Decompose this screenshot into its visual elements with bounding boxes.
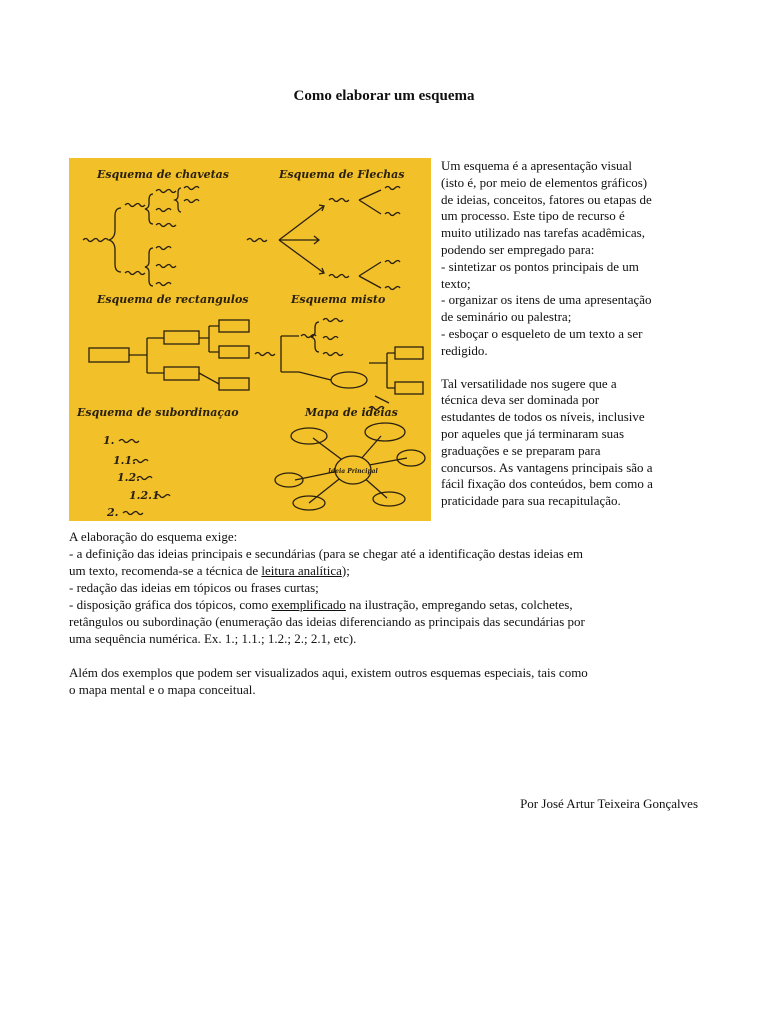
text-line: de ideias, conceitos, fatores ou etapas de (441, 191, 652, 207)
sub-number-2: 2. (107, 506, 119, 519)
sub-number-1: 1. (103, 434, 115, 447)
text-line: - esboçar o esqueleto de um texto a ser (441, 325, 643, 341)
side-text (441, 158, 698, 526)
text-line: - organizar os itens de uma apresentação (441, 292, 652, 308)
author-signature: Por José Artur Teixeira Gonçalves (520, 796, 698, 811)
leitura-analitica-link[interactable]: leitura analítica (261, 563, 342, 578)
text-fragment: - disposição gráfica dos tópicos, como (69, 597, 272, 612)
text-line: por aqueles que já terminaram suas (441, 425, 625, 441)
sub-number-1-2-1: 1.2.1 (129, 489, 160, 502)
panel-title-retangulos: Esquema de rectangulos (97, 293, 249, 306)
exemplificado-link[interactable]: exemplificado (271, 597, 346, 612)
text-line: Além dos exemplos que podem ser visualizados aqui, existem outros esquemas especiais, tais como (69, 665, 588, 680)
chavetas-drawing (83, 187, 199, 287)
text-line: fácil fixação dos conteúdos, bem como a (441, 476, 653, 492)
schema-illustration-svg (69, 158, 431, 521)
text-fragment: na ilustração, empregando setas, colchetes, (345, 597, 573, 612)
text-line: estudantes de todos os níveis, inclusive (441, 409, 645, 425)
mapa-drawing (275, 423, 425, 510)
text-line (69, 562, 698, 579)
text-line: muito utilizado nas tarefas acadêmicas, (441, 225, 645, 241)
text-line: concursos. As vantagens principais são a (441, 459, 653, 475)
page-title: Como elaborar um esquema (293, 88, 475, 104)
body-paragraph-2 (69, 664, 698, 698)
text-line: (isto é, por meio de elementos gráficos) (441, 174, 648, 190)
panel-title-flechas: Esquema de Flechas (279, 168, 405, 181)
text-line: Um esquema é a apresentação visual (441, 158, 632, 173)
body-paragraph-1 (69, 528, 698, 647)
text-line: podendo ser empregado para: (441, 241, 595, 257)
text-line: - sintetizar os pontos principais de um (441, 258, 639, 274)
text-line: praticidade para sua recapitulação. (441, 493, 621, 509)
side-paragraph-2 (441, 376, 698, 510)
subordinacao-drawing (103, 434, 170, 519)
text-line: um processo. Este tipo de recurso é (441, 208, 625, 224)
text-line: texto; (441, 275, 471, 291)
retangulos-drawing (89, 320, 249, 390)
text-line: técnica deva ser dominada por (441, 392, 600, 408)
text-line: o mapa mental e o mapa conceitual. (69, 682, 256, 697)
schema-examples-illustration (69, 158, 431, 521)
text-line: redigido. (441, 342, 488, 358)
side-paragraph-1 (441, 158, 698, 360)
text-line (69, 596, 698, 613)
panel-title-subordinacao: Esquema de subordinaçao (77, 406, 239, 419)
text-line: Tal versatilidade nos sugere que a (441, 375, 617, 391)
panel-title-chavetas: Esquema de chavetas (97, 168, 229, 181)
text-fragment: um texto, recomenda-se a técnica de (69, 563, 262, 578)
panel-title-misto: Esquema misto (291, 293, 386, 306)
text-line: - redação das ideias em tópicos ou frases curtas; (69, 580, 319, 595)
text-line: - a definição das ideias principais e secundárias (para se chegar até a identificação destas ideias em (69, 546, 583, 561)
text-line: graduações e se preparam para (441, 442, 601, 458)
text-line: uma sequência numérica. Ex. 1.; 1.1.; 1.2.; 2.; 2.1, etc). (69, 631, 357, 646)
text-line: retângulos ou subordinação (enumeração das ideias diferenciando as principais das secundárias por (69, 614, 585, 629)
sub-number-1-1: 1.1. (113, 454, 136, 467)
text-fragment: ); (341, 563, 350, 578)
flechas-drawing (247, 187, 400, 290)
misto-drawing (255, 319, 423, 410)
panel-title-mapa: Mapa de ideias (305, 406, 398, 419)
mapa-center-label: Ideia Principal (328, 468, 378, 475)
text-line: de seminário ou palestra; (441, 309, 572, 325)
body-text (69, 528, 698, 715)
sub-number-1-2: 1.2. (117, 471, 140, 484)
text-line: A elaboração do esquema exige: (69, 529, 238, 544)
